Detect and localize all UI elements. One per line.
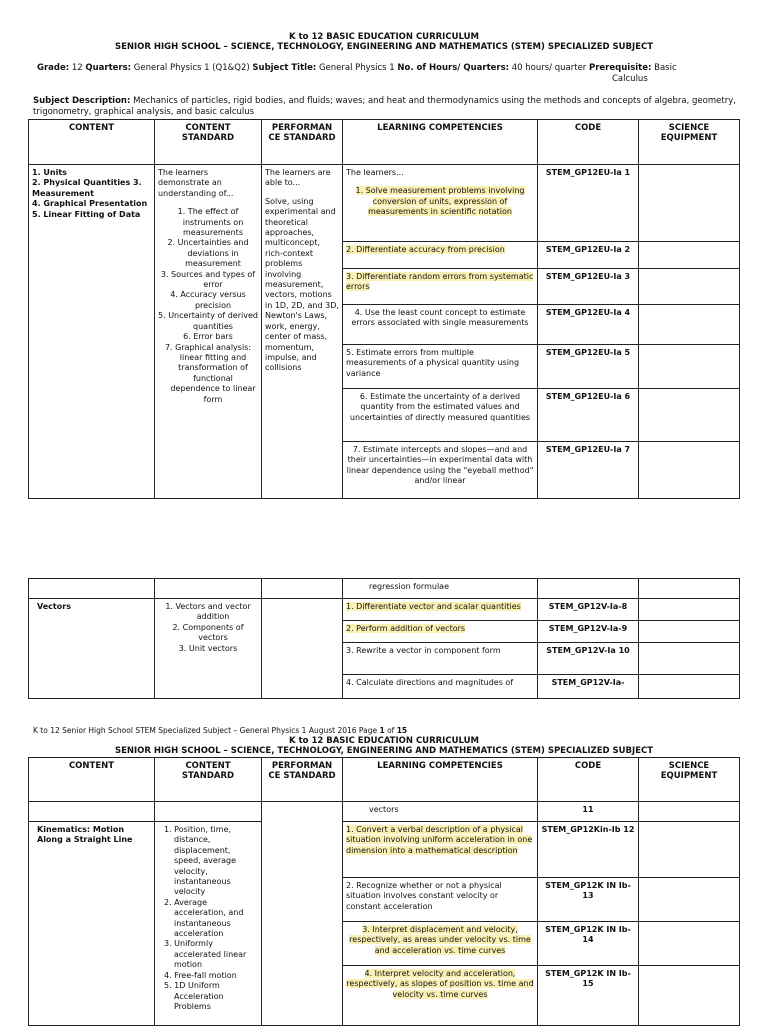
curriculum-table-2	[28, 578, 740, 699]
competency-text: 2. Perform addition of vectors	[346, 624, 466, 633]
code-cell: STEM_GP12K IN Ib-14	[538, 922, 639, 966]
code-cell: STEM_GP12K IN Ib-15	[538, 966, 639, 1026]
content-standard-cell	[155, 822, 262, 1026]
subject-description	[33, 96, 743, 106]
list-item: 4. Free-fall motion	[164, 970, 237, 980]
competency-text: 3. Interpret displacement and velocity, respectively, as areas under velocity vs. time and acceleration vs. time curves	[349, 925, 531, 955]
list-item: 6. Error bars	[183, 332, 233, 342]
equipment-cell	[639, 599, 740, 621]
equipment-cell	[639, 165, 740, 242]
list-item: 2. Uncertainties and deviations in measurement	[167, 238, 249, 269]
description-value: Mechanics of particles, rigid bodies, and fluids; waves; and heat and thermodynamics using the methods and concepts of algebra, geometry,	[133, 96, 736, 106]
competency-text: 3. Differentiate random errors from systematic errors	[346, 272, 534, 292]
competency-text: 4. Calculate directions and magnitudes of	[343, 675, 538, 699]
competency-text: 2. Differentiate accuracy from precision	[346, 245, 505, 254]
code-cell: STEM_GP12EU-Ia 1	[538, 165, 639, 242]
col-learning-competencies: LEARNING COMPETENCIES	[343, 758, 538, 802]
competency-text: 1. Convert a verbal description of a physical situation involving uniform acceleration in one dimension into a mathematical description	[346, 825, 533, 855]
col-content: CONTENT	[29, 758, 155, 802]
code-cell: STEM_GP12EU-Ia 2	[538, 242, 639, 269]
content-standard-cell	[155, 599, 262, 699]
competency-text: 6. Estimate the uncertainty of a derived quantity from the estimated values and uncertainties of directly measured quantities	[343, 389, 538, 442]
page-number: 1	[379, 726, 385, 735]
equipment-cell	[639, 345, 740, 389]
table-row	[29, 165, 740, 242]
table-header-row	[29, 120, 740, 165]
content-standard-cell	[155, 165, 262, 499]
code-cell: STEM_GP12Kin-Ib 12	[538, 822, 639, 878]
code-cell: STEM_GP12V-Ia-	[538, 675, 639, 699]
equipment-cell	[639, 242, 740, 269]
competency-text: 3. Rewrite a vector in component form	[343, 643, 538, 675]
col-learning-competencies: LEARNING COMPETENCIES	[343, 120, 538, 165]
grade-label: Grade:	[37, 63, 70, 73]
competency-text: 1. Solve measurement problems involving conversion of units, expression of measurements in scientific notation	[355, 186, 525, 217]
code-cell: STEM_GP12EU-Ia 3	[538, 269, 639, 305]
competency-text: 2. Recognize whether or not a physical situation involves constant velocity or constant acceleration	[343, 878, 538, 922]
list-item: 1. Position, time, distance, displacement, speed, average velocity, instantaneous velocity	[164, 825, 237, 897]
list-item: 3. Sources and types of error	[160, 269, 256, 290]
col-performance-standard: PERFORMAN CE STANDARD	[262, 758, 343, 802]
prerequisite-value-cont: Calculus	[612, 74, 648, 84]
col-content-standard: CONTENT STANDARD	[155, 758, 262, 802]
competency-text: 1. Differentiate vector and scalar quantities	[346, 602, 521, 611]
competency-continuation: vectors	[343, 802, 538, 822]
content-standard-intro: The learners demonstrate an understanding of...	[158, 168, 234, 198]
doc-header-subtitle-2: SENIOR HIGH SCHOOL – SCIENCE, TECHNOLOGY, ENGINEERING AND MATHEMATICS (STEM) SPECIALIZED SUBJECT	[114, 746, 654, 756]
equipment-cell	[639, 442, 740, 499]
content-cell: Kinematics: Motion Along a Straight Line	[29, 822, 155, 1026]
curriculum-table-1	[28, 119, 740, 499]
table-row	[29, 579, 740, 599]
grade-value: 12	[71, 63, 83, 73]
content-item: 1. Units	[32, 168, 67, 177]
equipment-cell	[639, 305, 740, 345]
footer-of: of	[387, 726, 395, 735]
list-item: 1. The effect of instruments on measurements	[177, 207, 244, 238]
doc-header-subtitle: SENIOR HIGH SCHOOL – SCIENCE, TECHNOLOGY, ENGINEERING AND MATHEMATICS (STEM) SPECIALIZED SUBJECT	[114, 42, 654, 52]
col-code: CODE	[538, 758, 639, 802]
quarters-label: Quarters:	[85, 63, 132, 73]
equipment-cell	[639, 643, 740, 675]
col-performance-standard: PERFORMAN CE STANDARD	[262, 120, 343, 165]
competency-text: 4. Use the least count concept to estimate errors associated with single measurements	[343, 305, 538, 345]
prerequisite-value: Basic	[654, 63, 677, 73]
performance-standard-cell	[262, 165, 343, 499]
performance-intro: The learners are able to...	[265, 168, 331, 188]
doc-header-title-2: K to 12 BASIC EDUCATION CURRICULUM	[289, 736, 479, 746]
description-label: Subject Description:	[33, 96, 131, 106]
list-item: 5. 1D Uniform Acceleration Problems	[164, 981, 224, 1011]
code-cell: STEM_GP12EU-Ia 5	[538, 345, 639, 389]
content-item: 5. Linear Fitting of Data	[32, 209, 141, 219]
equipment-cell	[639, 966, 740, 1026]
competency-continuation: regression formulae	[343, 579, 538, 599]
code-cell: STEM_GP12V-Ia-9	[538, 621, 639, 643]
table-header-row	[29, 758, 740, 802]
content-cell	[29, 165, 155, 499]
list-item: 3. Unit vectors	[178, 643, 238, 653]
subject-meta	[37, 63, 737, 74]
list-item: 3. Uniformly accelerated linear motion	[164, 939, 247, 970]
col-content-standard: CONTENT STANDARD	[155, 120, 262, 165]
subject-title-value: General Physics 1	[318, 63, 395, 73]
subject-title-label: Subject Title:	[252, 63, 317, 73]
code-cell: STEM_GP12EU-Ia 6	[538, 389, 639, 442]
list-item: 4. Accuracy versus precision	[170, 290, 246, 310]
code-cell: STEM_GP12EU-Ia 4	[538, 305, 639, 345]
list-item: 5. Uncertainty of derived quantities	[158, 311, 258, 331]
equipment-cell	[639, 269, 740, 305]
equipment-cell	[639, 675, 740, 699]
page-footer	[33, 726, 407, 735]
code-cell: STEM_GP12V-Ia 10	[538, 643, 639, 675]
equipment-cell	[639, 389, 740, 442]
col-code: CODE	[538, 120, 639, 165]
performance-text: Solve, using experimental and theoretical approaches, multiconcept, rich-context problems involving measurement, vectors, motions in 1D, 2D, and 3D, Newton's Laws, work, energy, center of mass, momentum, impulse, and collisions	[265, 196, 339, 373]
page-total: 15	[396, 726, 408, 735]
quarters-value: General Physics 1 (Q1&Q2)	[133, 63, 250, 73]
performance-standard-cell	[262, 599, 343, 699]
list-item: 2. Average acceleration, and instantaneous acceleration	[164, 897, 244, 939]
code-cell: STEM_GP12V-Ia-8	[538, 599, 639, 621]
competency-text: 7. Estimate intercepts and slopes—and and their uncertainties—in experimental data with linear dependence using the "eyeball method" and/or linear	[343, 442, 538, 499]
equipment-cell	[639, 621, 740, 643]
competency-cell	[343, 165, 538, 242]
list-item: 2. Components of vectors	[172, 622, 244, 643]
description-value-cont: trigonometry, graphical analysis, and basic calculus	[33, 107, 255, 117]
col-science-equipment: SCIENCE EQUIPMENT	[639, 758, 740, 802]
code-cell: STEM_GP12EU-Ia 7	[538, 442, 639, 499]
table-row	[29, 822, 740, 878]
table-row	[29, 599, 740, 621]
list-item: 7. Graphical analysis: linear fitting and transformation of functional dependence to linear form	[164, 342, 256, 404]
footer-text: K to 12 Senior High School STEM Specialized Subject – General Physics 1 August 2016 Page	[33, 726, 378, 735]
content-item: 2. Physical Quantities 3. Measurement	[32, 178, 142, 198]
content-cell: Vectors	[29, 599, 155, 699]
col-content: CONTENT	[29, 120, 155, 165]
competency-text: 4. Interpret velocity and acceleration, respectively, as slopes of position vs. time and velocity vs. time curves	[346, 969, 534, 999]
table-row	[29, 802, 740, 822]
list-item: 1. Vectors and vector addition	[165, 602, 251, 622]
col-science-equipment: SCIENCE EQUIPMENT	[639, 120, 740, 165]
hours-value: 40 hours/ quarter	[511, 63, 587, 73]
equipment-cell	[639, 878, 740, 922]
learners-intro: The learners...	[346, 168, 404, 177]
prerequisite-label: Prerequisite:	[589, 63, 652, 73]
competency-text: 5. Estimate errors from multiple measurements of a physical quantity using variance	[343, 345, 538, 389]
hours-label: No. of Hours/ Quarters:	[397, 63, 510, 73]
curriculum-table-3	[28, 757, 740, 1026]
content-item: 4. Graphical Presentation	[32, 199, 148, 209]
code-cell: STEM_GP12K IN Ib-13	[538, 878, 639, 922]
doc-header-title: K to 12 BASIC EDUCATION CURRICULUM	[289, 32, 479, 42]
equipment-cell	[639, 922, 740, 966]
equipment-cell	[639, 822, 740, 878]
performance-standard-cell	[262, 802, 343, 1026]
code-continuation: 11	[538, 802, 639, 822]
